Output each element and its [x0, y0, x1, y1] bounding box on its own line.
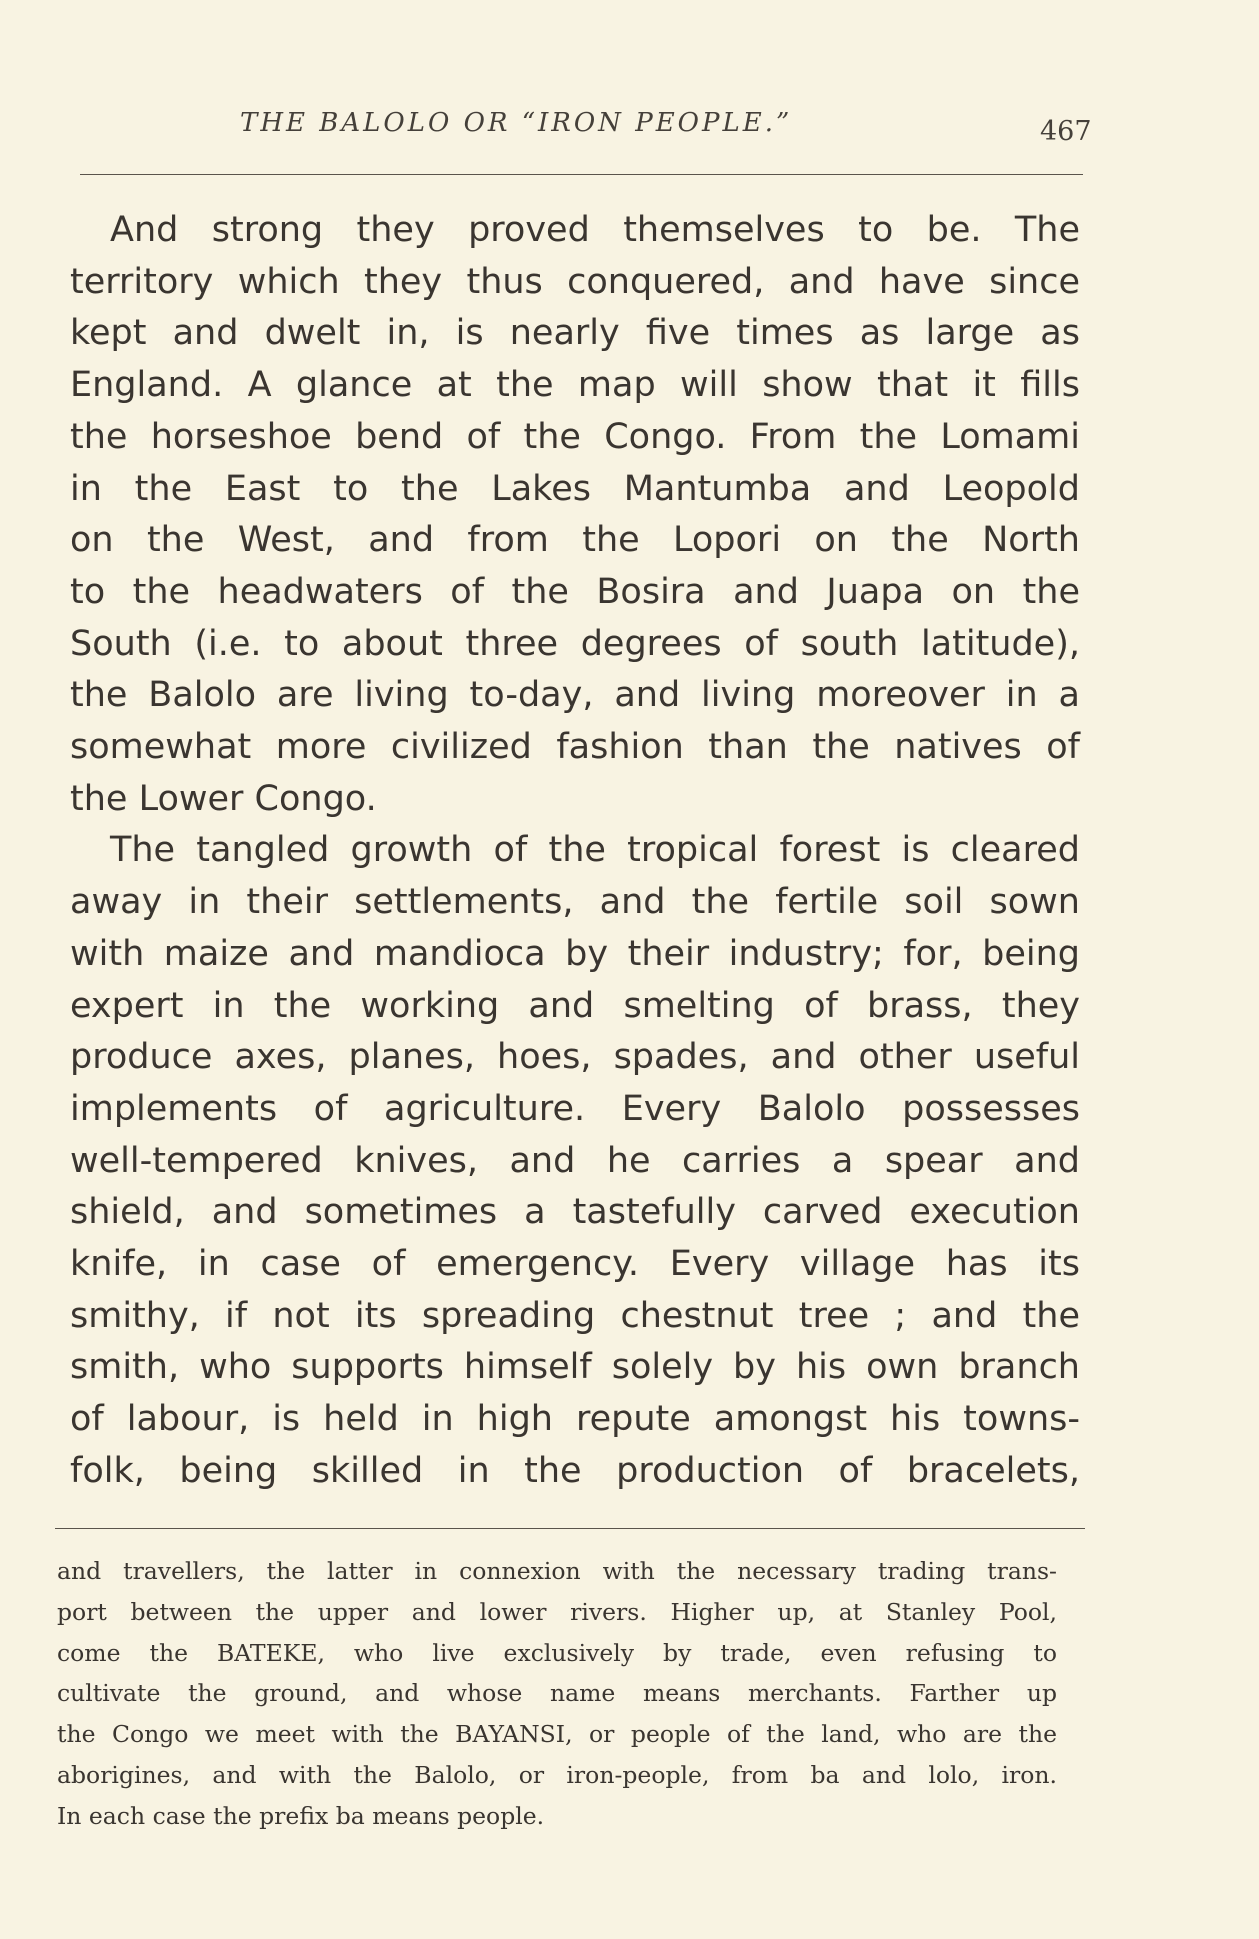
text-line: on the West, and from the Lopori on the North	[70, 520, 1080, 561]
text-line: the Balolo are living to-day, and living moreover in a	[70, 675, 1080, 716]
running-title: THE BALOLO OR “IRON PEOPLE.”	[240, 108, 793, 138]
text-line: to the headwaters of the Bosira and Juapa on the	[70, 571, 1080, 612]
text-line: And strong they proved themselves to be. The	[110, 210, 1080, 250]
text-line: The tangled growth of the tropical forest is cleared	[110, 830, 1080, 871]
footnote-line: port between the upper and lower rivers. Higher up, at Stanley Pool,	[57, 1597, 1057, 1626]
text-line: territory which they thus conquered, and have since	[70, 261, 1080, 302]
text-line: shield, and sometimes a tastefully carved execution	[70, 1192, 1080, 1233]
footnote-line: In each case the prefix ba means people.	[57, 1801, 545, 1830]
footnote-line: the Congo we meet with the BAYANSI, or people of the land, who are the	[57, 1720, 1057, 1749]
text-line: knife, in case of emergency. Every village has its	[70, 1244, 1080, 1285]
footnote-line: cultivate the ground, and whose name means merchants. Farther up	[57, 1679, 1057, 1708]
text-line: produce axes, planes, hoes, spades, and other useful	[70, 1037, 1080, 1078]
footnote-line: come the BATEKE, who live exclusively by trade, even refusing to	[57, 1638, 1057, 1667]
text-line: the horseshoe bend of the Congo. From the Lomami	[70, 416, 1080, 457]
footnote-line: aborigines, and with the Balolo, or iron-people, from ba and lolo, iron.	[57, 1760, 1057, 1789]
footnote	[57, 1551, 1057, 1837]
text-line: implements of agriculture. Every Balolo possesses	[70, 1088, 1080, 1129]
text-line: smithy, if not its spreading chestnut tree ; and the	[70, 1295, 1080, 1336]
text-line: South (i.e. to about three degrees of south latitude),	[70, 623, 1080, 664]
text-line: of labour, is held in high repute amongst his towns-	[70, 1399, 1080, 1440]
text-line: with maize and mandioca by their industry; for, being	[70, 933, 1080, 974]
page-number: 467	[1040, 116, 1092, 147]
text-line: in the East to the Lakes Mantumba and Leopold	[70, 468, 1080, 509]
text-line: well-tempered knives, and he carries a spear and	[70, 1140, 1080, 1181]
text-line: somewhat more civilized fashion than the natives of	[70, 727, 1080, 768]
footnote-line: and travellers, the latter in connexion with the necessary trading trans-	[57, 1557, 1057, 1585]
footnote-rule	[55, 1528, 1085, 1529]
page-header	[0, 0, 1259, 180]
text-line: smith, who supports himself solely by his own branch	[70, 1347, 1080, 1388]
main-text	[70, 205, 1080, 1498]
text-line: away in their settlements, and the fertile soil sown	[70, 882, 1080, 923]
text-line: England. A glance at the map will show that it fills	[70, 365, 1080, 406]
text-line: expert in the working and smelting of brass, they	[70, 985, 1080, 1026]
text-line: kept and dwelt in, is nearly five times as large as	[70, 313, 1080, 354]
header-rule	[80, 174, 1083, 175]
text-line: the Lower Congo.	[70, 778, 377, 819]
text-line: folk, being skilled in the production of bracelets,	[70, 1450, 1080, 1491]
